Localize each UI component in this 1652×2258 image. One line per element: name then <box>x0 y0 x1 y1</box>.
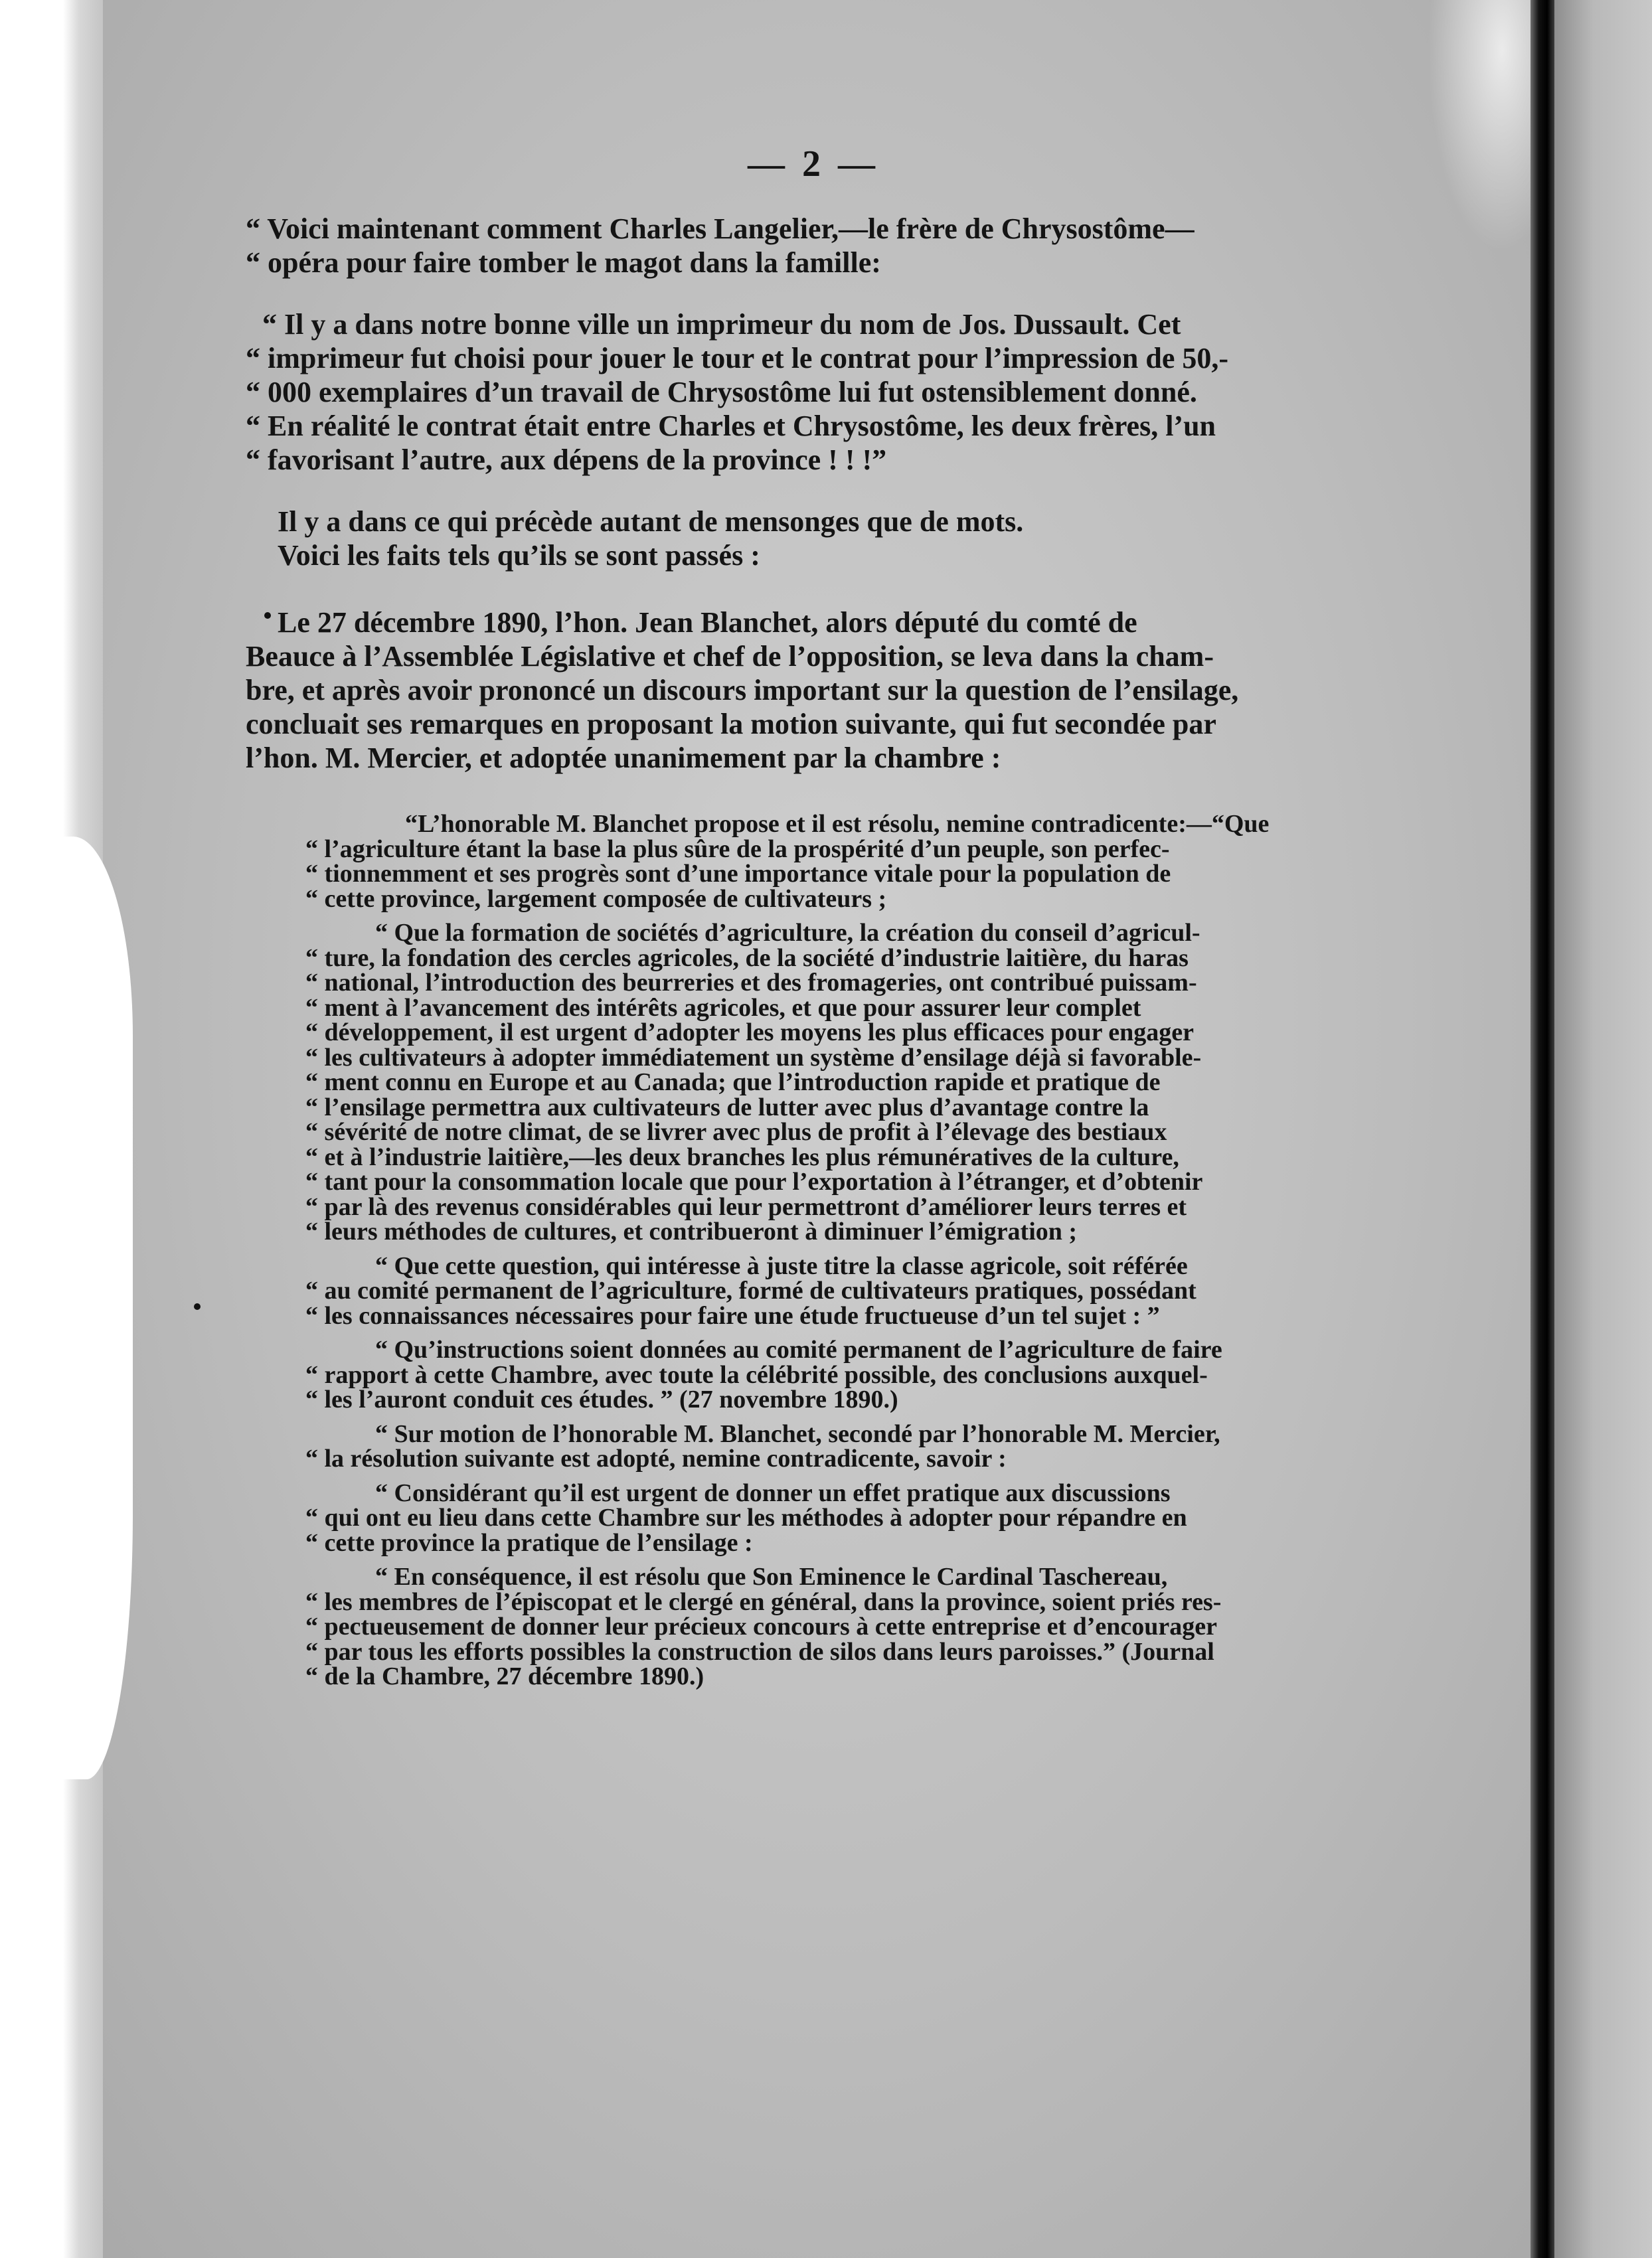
text-line: Voici les faits tels qu’ils se sont passés : <box>278 539 760 572</box>
text-line: concluait ses remarques en proposant la motion suivante, qui fut secondée par <box>246 708 1216 740</box>
text-line: “ au comité permanent de l’agriculture, formé de cultivateurs pratiques, possédant <box>305 1277 1197 1305</box>
text-line: “ pectueusement de donner leur précieux concours à cette entreprise et d’encourager <box>305 1613 1217 1641</box>
text-line: “ par tous les efforts possibles la construction de silos dans leurs paroisses.” (Journal <box>305 1637 1214 1666</box>
resolution-paragraph <box>305 1481 1381 1556</box>
text-line: “ opéra pour faire tomber le magot dans la famille: <box>246 246 881 279</box>
text-line: “ rapport à cette Chambre, avec toute la célébrité possible, des conclusions auxquel- <box>305 1360 1208 1389</box>
facts-paragraph <box>246 605 1381 775</box>
text-line: “ les l’auront conduit ces études. ” (27 novembre 1890.) <box>305 1386 898 1413</box>
text-line: “ et à l’industrie laitière,—les deux branches les plus rémunératives de la culture, <box>305 1143 1179 1171</box>
text-line: “ Que la formation de sociétés d’agriculture, la création du conseil d’agricul- <box>375 919 1200 947</box>
speck-mark <box>194 1303 201 1310</box>
text-line: “ Qu’instructions soient données au comité permanent de l’agriculture de faire <box>375 1336 1222 1364</box>
text-line: “ cette province la pratique de l’ensilage : <box>305 1528 753 1557</box>
text-line: “ cette province, largement composée de cultivateurs ; <box>305 884 887 913</box>
opening-quote <box>246 212 1381 280</box>
text-line: “ tant pour la consommation locale que pour l’exportation à l’étranger, et d’obtenir <box>305 1168 1203 1196</box>
rebuttal-paragraph <box>246 505 1381 572</box>
text-line: “ ture, la fondation des cercles agricoles, de la société d’industrie laitière, du haras <box>305 943 1189 972</box>
text-line: bre, et après avoir prononcé un discours important sur la question de l’ensilage, <box>246 674 1239 706</box>
resolution-paragraph <box>305 1419 1381 1473</box>
text-line: l’hon. M. Mercier, et adoptée unanimement par la chambre : <box>246 742 1001 774</box>
text-line: “ la résolution suivante est adopté, nemine contradicente, savoir : <box>305 1445 1007 1473</box>
text-line: Le 27 décembre 1890, l’hon. Jean Blanchet, alors député du comté de <box>278 606 1137 639</box>
resolution-paragraph <box>305 1565 1381 1690</box>
paper-stain <box>1428 0 1534 252</box>
text-line: “ Que cette question, qui intéresse à juste titre la classe agricole, soit référée <box>375 1251 1188 1280</box>
resolution-paragraph <box>305 812 1381 912</box>
text-line: “ de la Chambre, 27 décembre 1890.) <box>305 1662 704 1690</box>
text-line: “ Voici maintenant comment Charles Langelier,—le frère de Chrysostôme— <box>246 212 1195 245</box>
resolution-paragraph <box>305 1338 1381 1413</box>
text-line: “ l’ensilage permettra aux cultivateurs de lutter avec plus d’avantage contre la <box>305 1093 1149 1121</box>
resolution-paragraph <box>305 1251 1381 1330</box>
text-line: “ favorisant l’autre, aux dépens de la province ! ! !” <box>246 444 887 476</box>
page-number: — 2 — <box>748 143 879 185</box>
text-line: “ Considérant qu’il est urgent de donner un effet pratique aux discussions <box>375 1479 1171 1507</box>
text-line: “ ment à l’avancement des intérêts agricoles, et que pour assurer leur complet <box>305 993 1141 1022</box>
text-line: “ sévérité de notre climat, de se livrer avec plus de profit à l’élevage des bestiaux <box>305 1118 1167 1146</box>
text-line: Beauce à l’Assemblée Législative et chef de l’opposition, se leva dans la cham- <box>246 640 1214 673</box>
text-line: “ Sur motion de l’honorable M. Blanchet, secondé par l’honorable M. Mercier, <box>375 1419 1220 1448</box>
text-line: “ En réalité le contrat était entre Charles et Chrysostôme, les deux frères, l’un <box>246 410 1216 442</box>
text-line: “ les connaissances nécessaires pour faire une étude fructueuse d’un tel sujet : ” <box>305 1301 1160 1330</box>
text-line: “ les cultivateurs à adopter immédiatement un système d’ensilage déjà si favorable- <box>305 1043 1202 1072</box>
text-line: “ En conséquence, il est résolu que Son Eminence le Cardinal Taschereau, <box>375 1563 1168 1591</box>
text-line: “ imprimeur fut choisi pour jouer le tour et le contrat pour l’impression de 50,- <box>246 342 1229 374</box>
page-content <box>246 143 1381 1699</box>
right-margin-strip <box>1554 0 1652 2258</box>
printer-quote <box>246 307 1381 477</box>
text-line: “ développement, il est urgent d’adopter les moyens les plus efficaces pour engager <box>305 1018 1194 1046</box>
text-line: “L’honorable M. Blanchet propose et il est résolu, nemine contradicente:—“Que <box>405 810 1270 838</box>
text-line: “ leurs méthodes de cultures, et contribueront à diminuer l’émigration ; <box>305 1218 1078 1246</box>
text-line: “ les membres de l’épiscopat et le clergé en général, dans la province, soient priés res- <box>305 1587 1222 1616</box>
binding-shadow <box>1530 0 1554 2258</box>
text-line: “ Il y a dans notre bonne ville un imprimeur du nom de Jos. Dussault. Cet <box>262 308 1181 341</box>
resolution-paragraph <box>305 921 1381 1245</box>
torn-paper-edge <box>0 837 133 1779</box>
text-line: “ 000 exemplaires d’un travail de Chrysostôme lui fut ostensiblement donné. <box>246 376 1197 408</box>
text-line: “ tionnemment et ses progrès sont d’une importance vitale pour la population de <box>305 860 1171 888</box>
text-line: “ qui ont eu lieu dans cette Chambre sur les méthodes à adopter pour répandre en <box>305 1504 1187 1532</box>
text-line: Il y a dans ce qui précède autant de mensonges que de mots. <box>278 505 1024 538</box>
text-line: “ ment connu en Europe et au Canada; que l’introduction rapide et pratique de <box>305 1068 1161 1096</box>
resolution-quote-block <box>246 812 1381 1690</box>
text-line: “ par là des revenus considérables qui leur permettront d’améliorer leurs terres et <box>305 1192 1187 1221</box>
text-line: “ l’agriculture étant la base la plus sûre de la prospérité d’un peuple, son perfec- <box>305 835 1170 863</box>
text-line: “ national, l’introduction des beurreries et des fromageries, ont contribué puissam- <box>305 969 1197 997</box>
